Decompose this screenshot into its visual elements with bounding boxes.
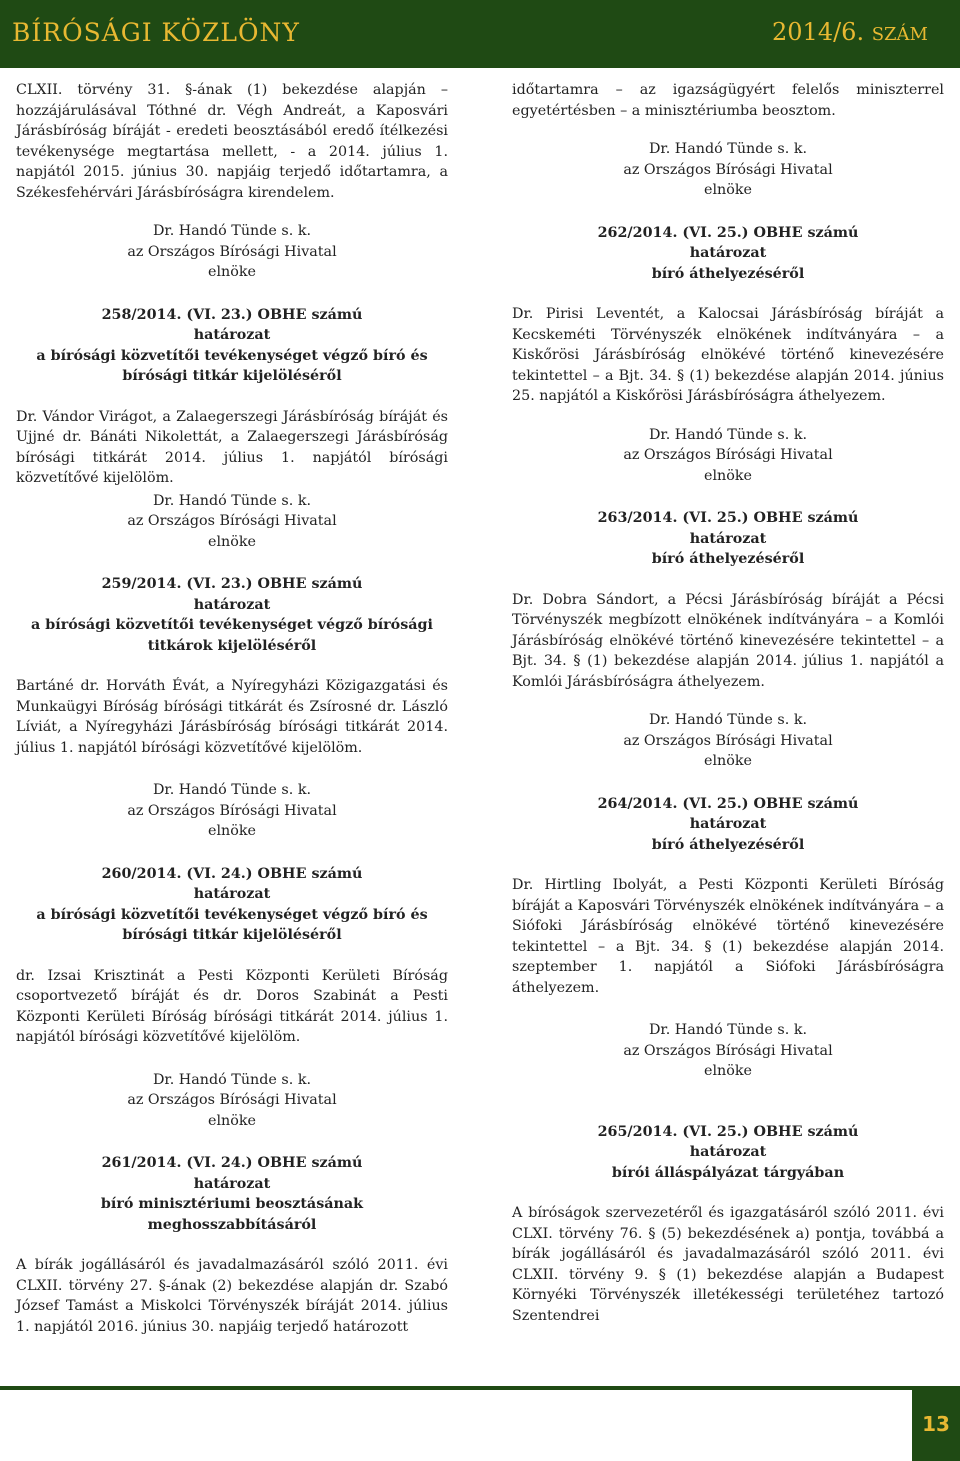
continued-text: időtartamra – az igazságügyért felelős miniszterrel egyetértésben – a minisztériumba beosztom. [512,82,944,119]
signature-block [16,780,448,842]
signature-block [512,425,944,487]
signatory-office: az Országos Bírósági Hivatal [127,513,337,529]
signatory-role: elnöke [704,467,752,484]
right-column [512,80,944,1326]
decision-262-body: Dr. Pirisi Leventét, a Kalocsai Járásbíróság bíráját a Kecskeméti Törvényszék elnökének indítványára – a Kiskőrösi Járásbíróság elnökévé történő kinevezésére tekintettel – a Bjt. 34. § (1) bekezdése alapján 2014. június 25. napjától a Kiskőrösi Járásbíróságra áthelyezem. [512,306,944,404]
decision-260-heading [16,864,448,946]
page-footer [0,1386,960,1461]
decision-subject: a bírósági közvetítői tevékenységet végző bíró és bírósági titkár kijelöléséről [36,906,428,943]
left-column [16,80,448,1337]
decision-type: határozat [193,886,271,902]
decision-subject: bíró áthelyezéséről [651,551,805,567]
signature-block [16,1070,448,1132]
signature-block [16,221,448,283]
issue-label: SZÁM [871,24,928,45]
signature-block [512,1020,944,1082]
decision-type: határozat [689,1144,767,1160]
page-header [0,0,960,68]
decision-265-body: A bíróságok szervezetéről és igazgatásáról szóló 2011. évi CLXI. törvény 76. § (5) bekezdésének a) pontja, továbbá a bírák jogállásáról és javadalmazásáról szóló 2011. évi CLXII. törvény 9. § (1) bekezdése alapján a Budapest Környéki Törvényszék illetékességi területéhez tartozó Szentendrei [512,1205,944,1324]
signatory-office: az Országos Bírósági Hivatal [623,161,833,178]
continued-text: CLXII. törvény 31. §-ának (1) bekezdése alapján – hozzájárulásával Tóthné dr. Végh Andreát, a Kaposvári Járásbíróság bíráját - eredeti beosztásából eredő ítélkezési tevékenysége megtartása mellett, - a 2014. július 1. napjától 2015. június 30. napjáig terjedő időtartamra, a Székesfehérvári Járásbíróságra kirendelem. [16,82,448,201]
decision-type: határozat [193,596,271,613]
decision-258-heading [16,305,448,387]
decision-type: határozat [193,327,271,343]
decision-number: 260/2014. (VI. 24.) OBHE számú [101,865,363,882]
decision-263-body: Dr. Dobra Sándort, a Pécsi Járásbíróság bíráját a Pécsi Törvényszék megbízott elnökének indítványára – a Komlói Járásbíróság elnökévé történő kinevezésére tekintettel – a Bjt. 34. § (1) bekezdése alapján 2014. július 1. napjától a Komlói Járásbíróságra áthelyezem. [512,591,944,690]
decision-number: 259/2014. (VI. 23.) OBHE számú [101,576,363,592]
signatory-name: Dr. Handó Tünde s. k. [648,141,808,157]
decision-type: határozat [689,530,767,547]
signatory-name: Dr. Handó Tünde s. k. [152,492,312,509]
decision-260-body: dr. Izsai Krisztinát a Pesti Központi Kerületi Bíróság csoportvezető bíráját és dr. Doros Szabinát a Pesti Központi Kerületi Bíróság bírósági titkárát 2014. július 1. napjától bírósági közvetítővé kijelölöm. [16,967,448,1045]
page-number: 13 [922,1412,950,1436]
signatory-office: az Országos Bírósági Hivatal [623,732,833,749]
decision-259-body: Bartáné dr. Horváth Évát, a Nyíregyházi Közigazgatási és Munkaügyi Bíróság bírósági titkárát és Zsírosné dr. László Líviát, a Nyíregyházi Járásbíróság bírósági titkárát 2014. július 1. napjától bírósági közvetítővé kijelölöm. [16,678,448,756]
decision-subject: a bírósági közvetítői tevékenységet végző bírósági titkárok kijelöléséről [31,617,433,654]
decision-number: 261/2014. (VI. 24.) OBHE számú [101,1155,363,1171]
decision-number: 258/2014. (VI. 23.) OBHE számú [101,306,363,323]
decision-261-heading [16,1153,448,1235]
signatory-role: elnöke [704,1063,752,1079]
signatory-role: elnöke [704,182,752,198]
decision-number: 263/2014. (VI. 25.) OBHE számú [597,510,859,526]
decision-subject: bíró minisztériumi beosztásának meghosszabbításáról [100,1196,364,1233]
signatory-office: az Országos Bírósági Hivatal [623,1042,833,1059]
signatory-name: Dr. Handó Tünde s. k. [648,712,808,728]
decision-number: 262/2014. (VI. 25.) OBHE számú [597,224,859,241]
signature-block [512,139,944,201]
signatory-role: elnöke [208,823,256,839]
signatory-office: az Országos Bírósági Hivatal [127,802,337,819]
decision-subject: bíró áthelyezéséről [651,836,805,853]
decision-type: határozat [689,245,767,261]
journal-title: BÍRÓSÁGI KÖZLÖNY [12,18,300,47]
signatory-name: Dr. Handó Tünde s. k. [152,223,312,239]
signatory-name: Dr. Handó Tünde s. k. [648,1022,808,1038]
decision-259-heading [16,574,448,656]
signatory-office: az Országos Bírósági Hivatal [623,447,833,463]
page-number-box [912,1390,960,1461]
decision-subject: bíró áthelyezéséről [651,265,805,282]
signature-block [512,710,944,772]
signatory-office: az Országos Bírósági Hivatal [127,1092,337,1108]
decision-262-heading [512,223,944,285]
decision-265-heading [512,1122,944,1184]
decision-263-heading [512,508,944,570]
signature-block [16,491,448,553]
decision-number: 264/2014. (VI. 25.) OBHE számú [597,795,859,812]
signatory-role: elnöke [208,1112,256,1129]
decision-subject: bírói álláspályázat tárgyában [611,1164,845,1181]
decision-258-body: Dr. Vándor Virágot, a Zalaegerszegi Járásbíróság bíráját és Ujjné dr. Bánáti Nikolettát, a Zalaegerszegi Járásbíróság bírósági titkárát 2014. július 1. napjától bírósági közvetítővé kijelölöm. [16,408,448,486]
decision-type: határozat [193,1175,271,1192]
decision-261-body: A bírák jogállásáról és javadalmazásáról szóló 2011. évi CLXII. törvény 27. §-ának (2) bekezdése alapján dr. Szabó József Tamást a Miskolci Törvényszék bíráját 2014. július 1. napjától 2016. június 30. napjáig terjedő határozott [16,1257,448,1335]
signatory-role: elnöke [208,264,256,280]
issue-main: 2014/6. [772,18,872,46]
signatory-office: az Országos Bírósági Hivatal [127,243,337,260]
decision-type: határozat [689,816,767,832]
decision-264-body: Dr. Hirtling Ibolyát, a Pesti Központi Kerületi Bíróság bíráját a Kaposvári Törvényszék elnökének indítványára – a Siófoki Járásbíróság elnökévé történő kinevezésére tekintettel – a Bjt. 34. § (1) bekezdése alapján 2014. szeptember 1. napjától a Siófoki Járásbíróságra áthelyezem. [512,877,944,996]
signatory-role: elnöke [704,753,752,769]
decision-subject: a bírósági közvetítői tevékenységet végző bíró és bírósági titkár kijelöléséről [36,347,428,384]
decision-number: 265/2014. (VI. 25.) OBHE számú [597,1123,859,1140]
signatory-name: Dr. Handó Tünde s. k. [152,1071,312,1088]
signatory-role: elnöke [208,533,256,550]
signatory-name: Dr. Handó Tünde s. k. [152,782,312,798]
decision-264-heading [512,794,944,856]
signatory-name: Dr. Handó Tünde s. k. [648,426,808,443]
issue-number [772,18,928,46]
footer-divider [0,1386,960,1390]
